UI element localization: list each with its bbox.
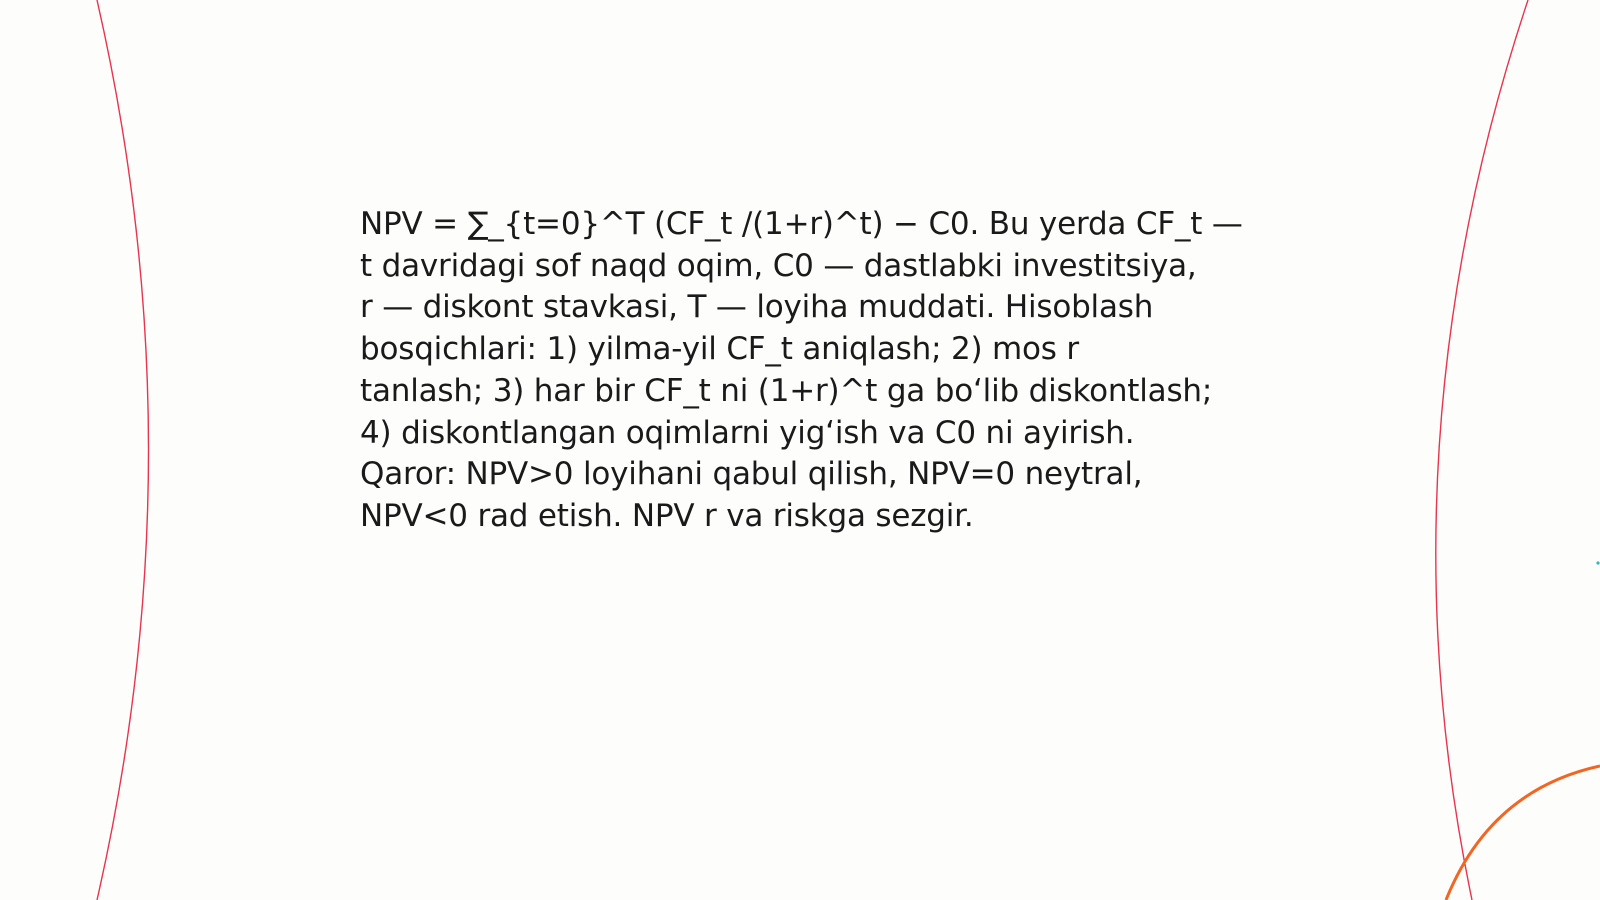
body-line: NPV = ∑_{t=0}^T (CF_t /(1+r)^t) − C0. Bu yerda CF_t — [360,206,1243,242]
body-line: 4) diskontlangan oqimlarni yigʻish va C0 ni ayirish. [360,414,1135,451]
slide-body-text [360,204,1243,538]
body-line: t davridagi sof naqd oqim, C0 — dastlabki investitsiya, [360,247,1197,284]
bottom-right-arc [1446,766,1600,900]
right-curve-line [1436,0,1528,900]
left-curve-line [97,0,149,900]
teal-dot [1596,561,1599,564]
body-line: tanlash; 3) har bir CF_t ni (1+r)^t ga boʻlib diskontlash; [360,372,1213,409]
body-line: r — diskont stavkasi, T — loyiha muddati. Hisoblash [360,289,1154,326]
body-line: Qaror: NPV>0 loyihani qabul qilish, NPV=0 neytral, [360,456,1143,493]
body-line: NPV<0 rad etish. NPV r va riskga sezgir. [360,497,974,534]
body-line: bosqichlari: 1) yilma-yil CF_t aniqlash; 2) mos r [360,331,1079,368]
